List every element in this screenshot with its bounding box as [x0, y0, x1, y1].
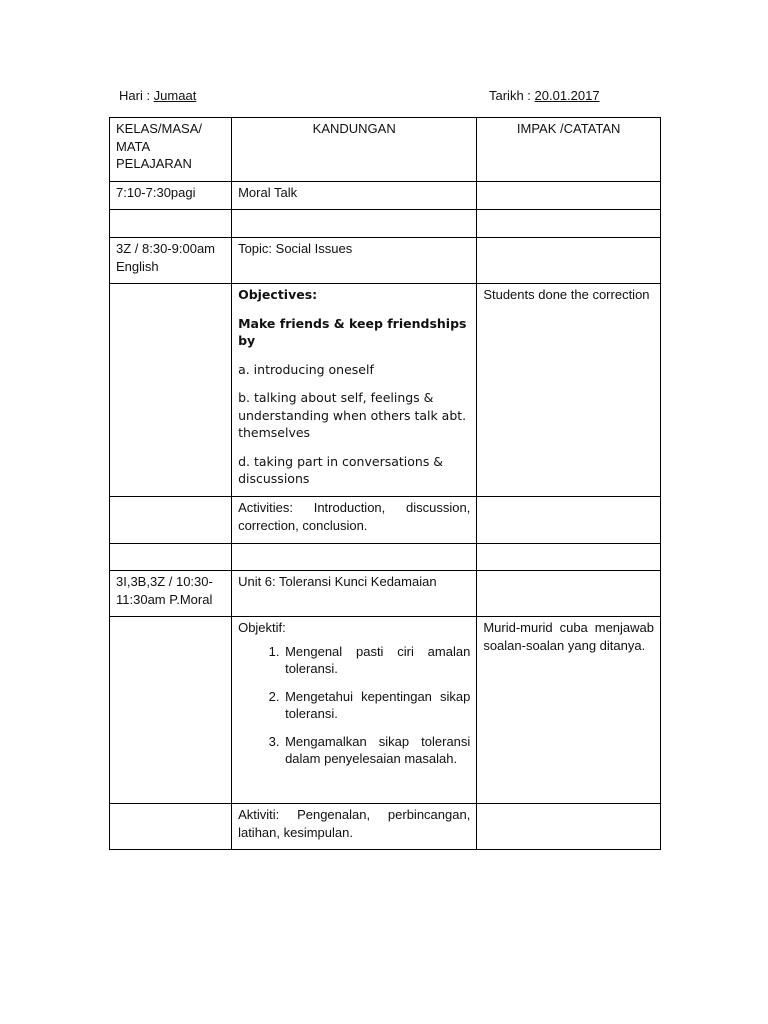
objektif-item: 2. Mengetahui kepentingan sikap toleransi. [283, 688, 470, 723]
empty-cell [110, 210, 232, 238]
objective-item: d. taking part in conversations & discussions [238, 453, 444, 486]
hari-label: Hari : [119, 88, 154, 103]
header-kelas: KELAS/MASA/ MATA PELAJARAN [110, 118, 232, 182]
empty-cell [110, 617, 232, 804]
empty-cell [232, 210, 477, 238]
empty-cell [477, 544, 661, 571]
empty-cell [477, 210, 661, 238]
table-row [110, 284, 661, 497]
topic-cell: Topic: Social Issues [232, 238, 477, 284]
empty-cell [110, 804, 232, 850]
class-time-cell: 3I,3B,3Z / 10:30-11:30am P.Moral [110, 571, 232, 617]
objektif-cell [232, 617, 477, 804]
aktiviti-cell: Aktiviti: Pengenalan, perbincangan, latihan, kesimpulan. [232, 804, 477, 850]
table-header-row [110, 118, 661, 182]
header-kandungan: KANDUNGAN [232, 118, 477, 182]
table-row-empty [110, 210, 661, 238]
table-row [110, 617, 661, 804]
impak-cell [477, 182, 661, 210]
time-cell: 7:10-7:30pagi [110, 182, 232, 210]
table-row [110, 497, 661, 544]
objective-item: a. introducing oneself [238, 361, 374, 377]
table-row-empty [110, 544, 661, 571]
empty-cell [477, 497, 661, 544]
empty-cell [110, 284, 232, 497]
table-row [110, 182, 661, 210]
objective-item: b. talking about self, feelings & understanding when others talk abt. themselves [238, 390, 467, 440]
objectives-title: Objectives: [238, 287, 318, 302]
objektif-list [238, 643, 470, 768]
header-impak: IMPAK /CATATAN [477, 118, 661, 182]
objectives-intro: Make friends & keep friendships by [238, 315, 467, 348]
lesson-plan-table [109, 117, 661, 850]
unit-cell: Unit 6: Toleransi Kunci Kedamaian [232, 571, 477, 617]
impak-cell [477, 571, 661, 617]
objektif-item: 1. Mengenal pasti ciri amalan toleransi. [283, 643, 470, 678]
empty-cell [232, 544, 477, 571]
activities-cell: Activities: Introduction, discussion, correction, conclusion. [232, 497, 477, 544]
impak-cell: Students done the correction [477, 284, 661, 497]
class-time-cell: 3Z / 8:30-9:00am English [110, 238, 232, 284]
hari-line [119, 87, 196, 105]
objectives-cell [232, 284, 477, 497]
table-row [110, 804, 661, 850]
impak-cell: Murid-murid cuba menjawab soalan-soalan yang ditanya. [477, 617, 661, 804]
table-row [110, 238, 661, 284]
hari-value: Jumaat [153, 88, 197, 103]
objektif-item: 3. Mengamalkan sikap toleransi dalam penyelesaian masalah. [283, 733, 470, 768]
content-cell: Moral Talk [232, 182, 477, 210]
objektif-title: Objektif: [238, 620, 286, 635]
impak-cell [477, 238, 661, 284]
empty-cell [110, 497, 232, 544]
tarikh-label: Tarikh : [489, 88, 535, 103]
tarikh-value: 20.01.2017 [534, 88, 600, 103]
empty-cell [110, 544, 232, 571]
table-row [110, 571, 661, 617]
empty-cell [477, 804, 661, 850]
tarikh-line [489, 87, 600, 105]
